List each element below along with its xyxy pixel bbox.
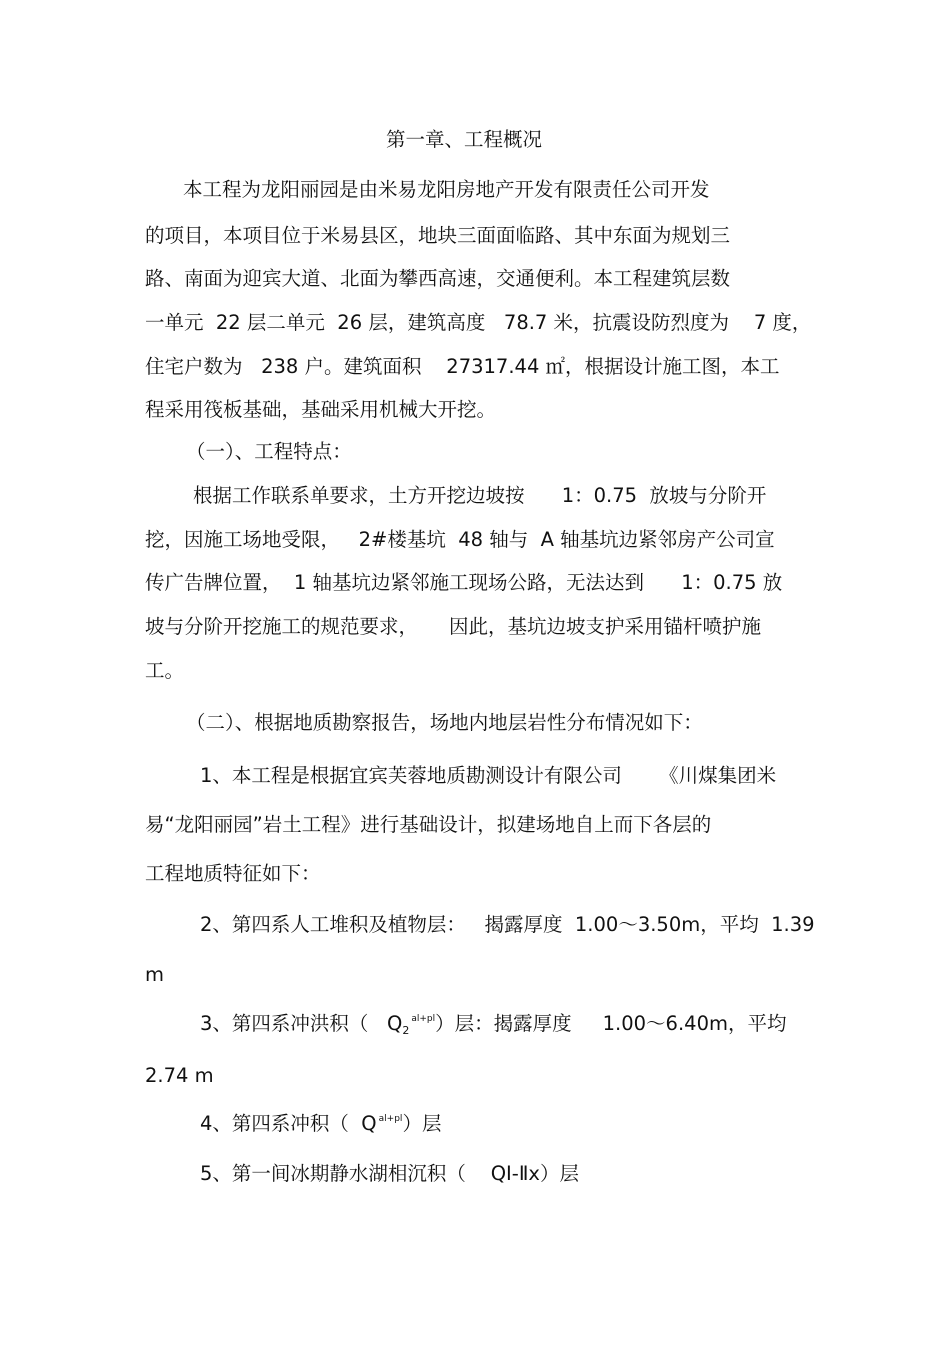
item-4-line (200, 1112, 441, 1140)
item-1-line-2: 易“龙阳丽园”岩土工程》进行基础设计，拟建场地自上而下各层的 (145, 813, 712, 836)
overview-line-5: 住宅户数为 238 户。建筑面积 27317.44 ㎡，根据设计施工图，本工 (145, 355, 780, 378)
section-1-line-5: 工。 (145, 659, 185, 682)
item-4-superscript: al+pl (378, 1114, 403, 1124)
item-3-line-1 (200, 1012, 786, 1040)
item-4-text-end: ）层 (402, 1112, 442, 1135)
section-1-line-3: 传广告牌位置， 1 轴基坑边紧邻施工现场公路，无法达到 1：0.75 放 (145, 571, 783, 594)
item-1-line-1: 1、本工程是根据宜宾芙蓉地质勘测设计有限公司 《川煤集团米 (200, 764, 777, 787)
overview-line-6: 程采用筏板基础，基础采用机械大开挖。 (145, 398, 497, 421)
section-1-heading: （一）、工程特点： (186, 440, 352, 463)
section-1-line-4: 坡与分阶开挖施工的规范要求， 因此，基坑边坡支护采用锚杆喷护施 (145, 615, 761, 638)
item-4-text-start: 4、第四系冲积（ Q (200, 1112, 377, 1135)
section-1-line-1: 根据工作联系单要求，土方开挖边坡按 1：0.75 放坡与分阶开 (193, 484, 767, 507)
chapter-title: 第一章、工程概况 (386, 128, 543, 151)
overview-line-3: 路、南面为迎宾大道、北面为攀西高速，交通便利。本工程建筑层数 (145, 267, 731, 290)
item-3-text-start: 3、第四系冲洪积（ Q (200, 1012, 403, 1035)
item-3-subscript: 2 (402, 1024, 410, 1037)
item-5-line: 5、第一间冰期静水湖相沉积（ QI-Ⅱx）层 (200, 1162, 579, 1185)
item-3-superscript: al+pl (411, 1014, 436, 1024)
item-2-line-1: 2、第四系人工堆积及植物层： 揭露厚度 1.00～3.50m，平均 1.39 (200, 913, 815, 936)
item-1-line-3: 工程地质特征如下： (145, 862, 321, 885)
overview-line-4: 一单元 22 层二单元 26 层，建筑高度 78.7 米，抗震设防烈度为 7 度， (145, 311, 812, 334)
overview-line-1: 本工程为龙阳丽园是由米易龙阳房地产开发有限责任公司开发 (183, 178, 710, 201)
item-2-line-2: m (145, 963, 164, 986)
item-3-text-end: ）层：揭露厚度 1.00～6.40m，平均 (435, 1012, 787, 1035)
section-1-line-2: 挖，因施工场地受限， 2#楼基坑 48 轴与 A 轴基坑边紧邻房产公司宣 (145, 528, 775, 551)
section-2-heading: （二）、根据地质勘察报告，场地内地层岩性分布情况如下： (186, 711, 703, 734)
overview-line-2: 的项目，本项目位于米易县区，地块三面面临路、其中东面为规划三 (145, 224, 731, 247)
item-3-line-2: 2.74 m (145, 1064, 214, 1087)
